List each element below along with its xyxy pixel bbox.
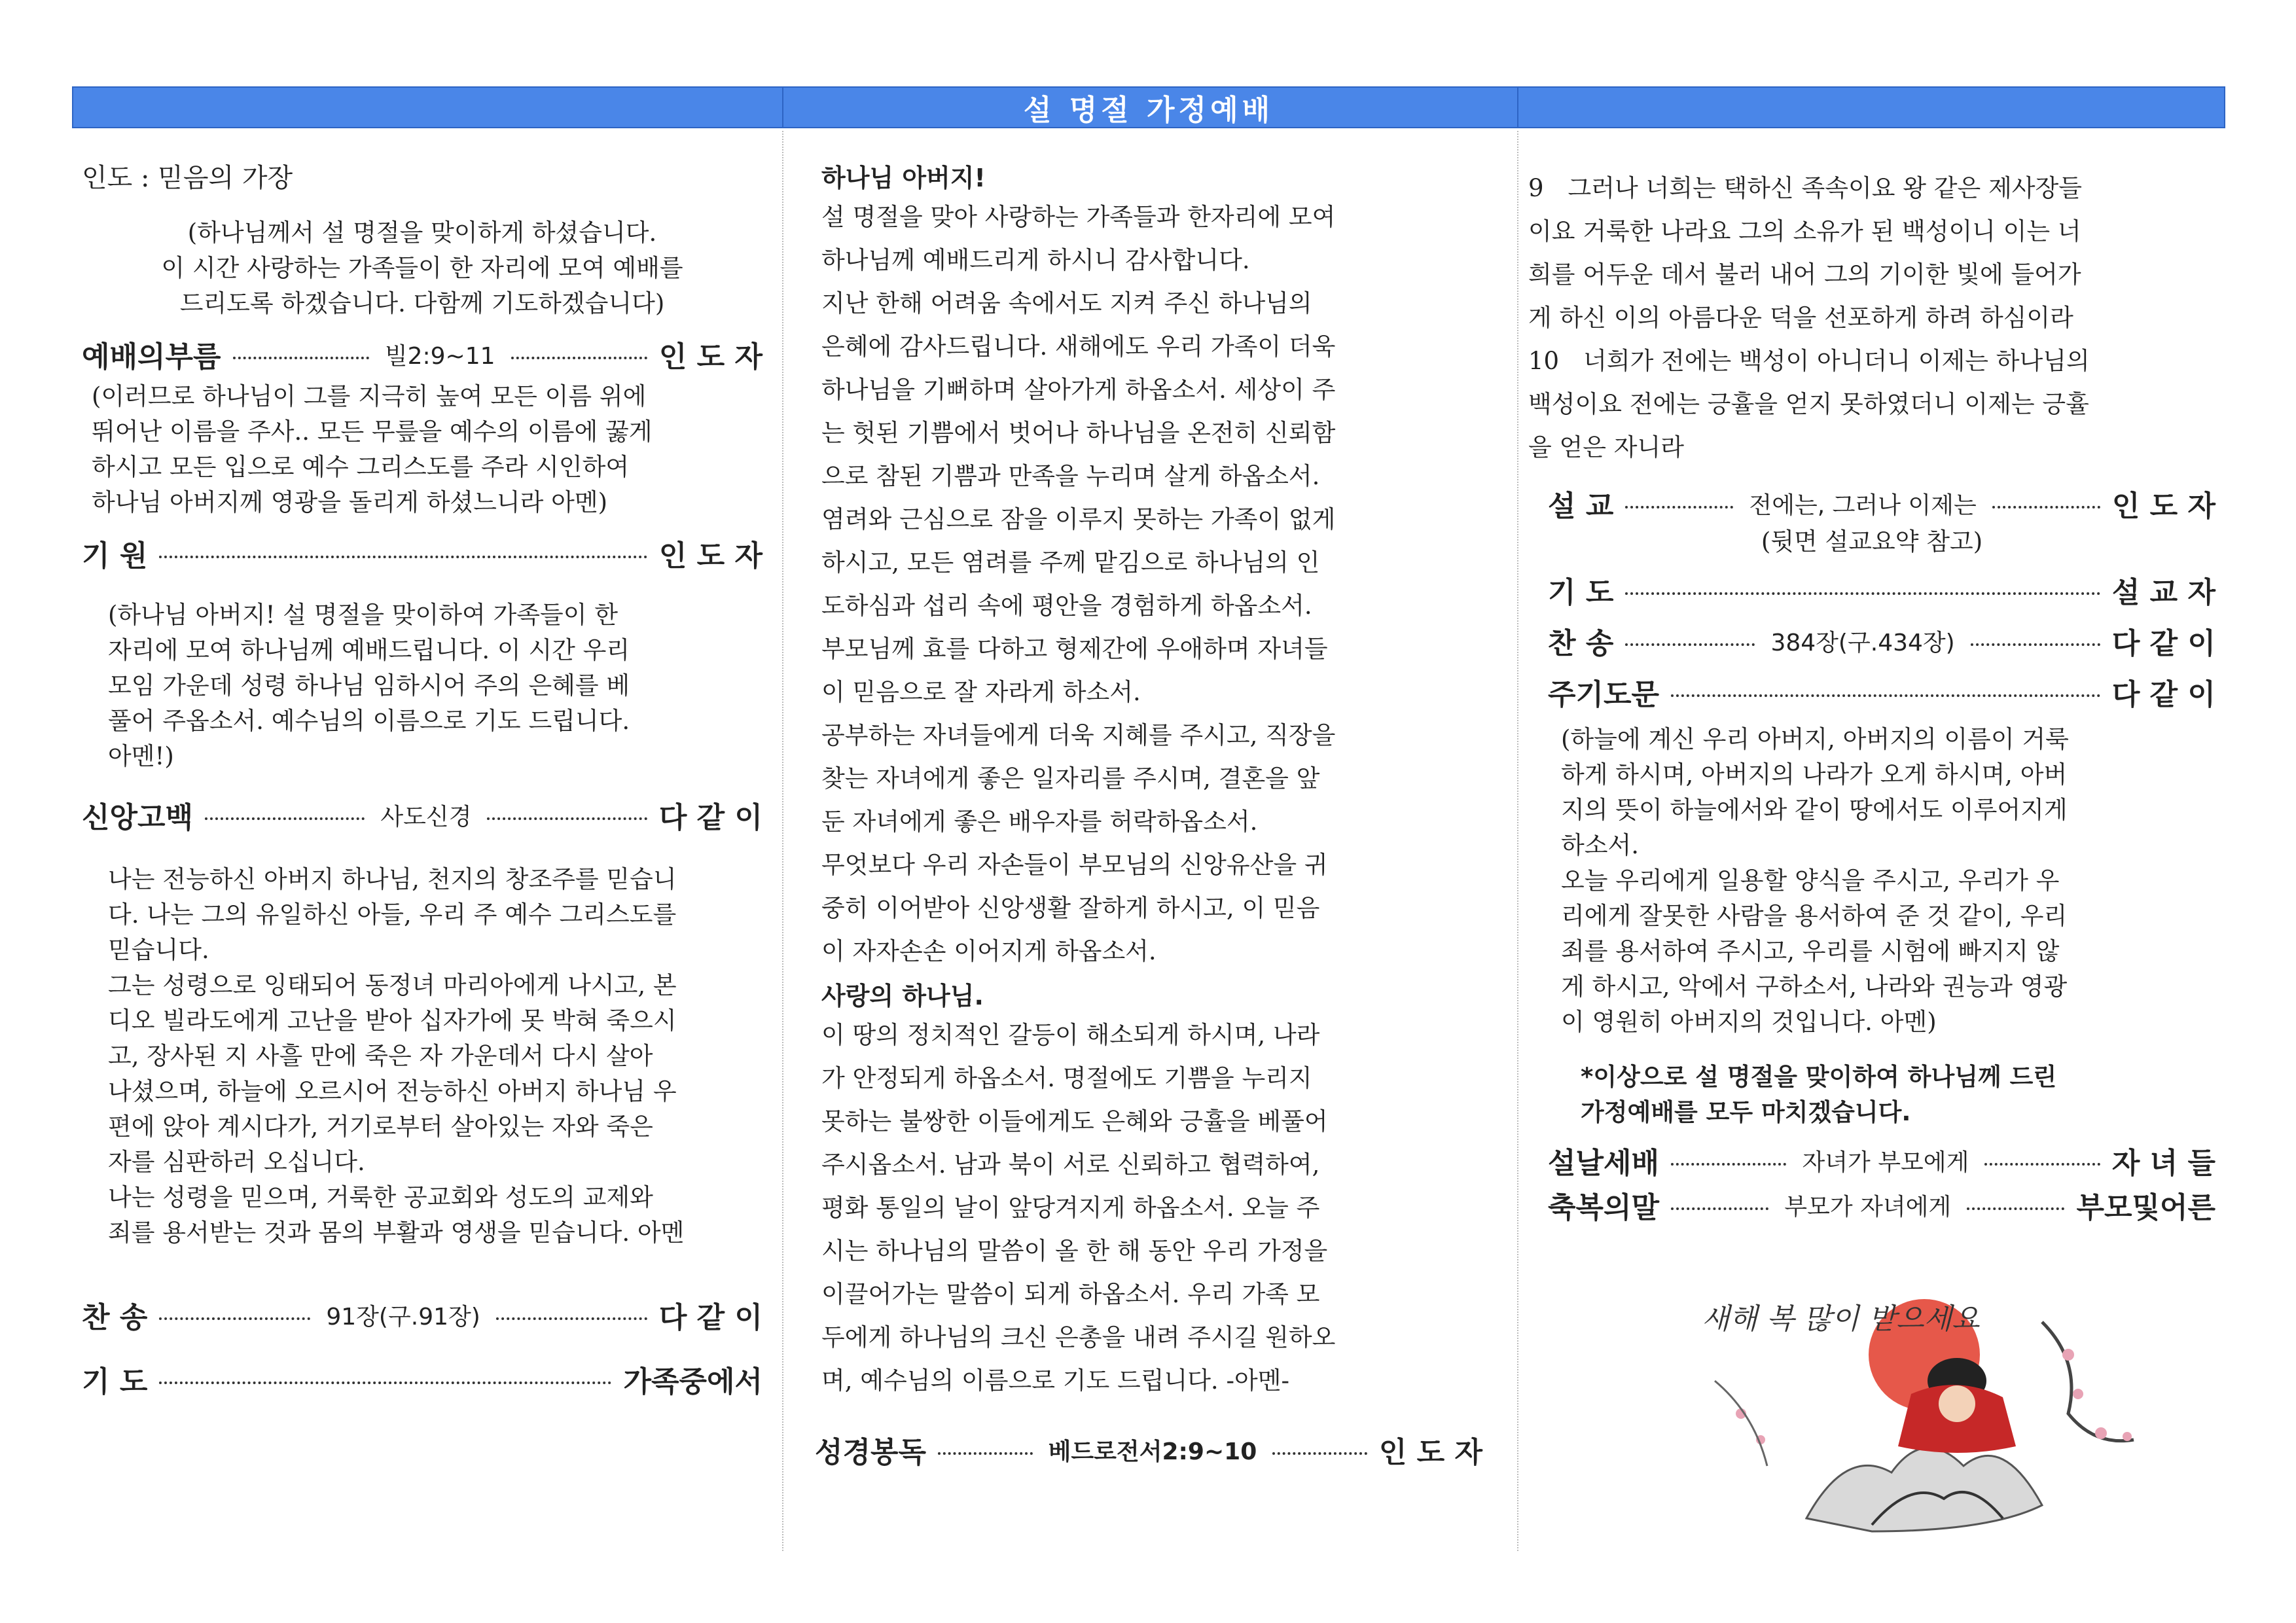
column-right xyxy=(1528,167,2222,1226)
column-divider xyxy=(1517,131,1518,1551)
mountain-icon xyxy=(1806,1448,2042,1531)
item-label: 기 도 xyxy=(82,1365,148,1399)
item-role: 인 도 자 xyxy=(658,340,762,374)
item-reference: 384장(구.434장) xyxy=(1767,624,1958,658)
blossom-icon xyxy=(2062,1349,2074,1361)
item-reference: 전에는, 그러나 이제는 xyxy=(1745,487,1980,520)
item-role: 다 같 이 xyxy=(2111,627,2215,660)
order-creed xyxy=(82,794,762,836)
intro-title: 인도 : 믿음의 가장 xyxy=(82,163,293,193)
banner-divider xyxy=(1517,86,1518,128)
leader-dots xyxy=(511,357,647,359)
header-banner xyxy=(72,86,2225,128)
new-year-greeting-illustration xyxy=(1676,1283,2173,1538)
item-role: 가족중에서 xyxy=(623,1365,762,1399)
creed-text: 나는 전능하신 아버지 하나님, 천지의 창조주를 믿습니 다. 나는 그의 유일하신 아들, 우리 주 예수 그리스도를 믿습니다. 그는 성령으로 잉태되어 동정녀 마리아에게 나시고, 본 디오 빌라도에게 고난을 받아 십자가에 못 박혀 죽으시 고, 장사된 지 사흘 만에 죽은 자 가운데서 다시 살아 나셨으며, 하늘에 오르시어 전능하신 아버지 하나님 우 편에 앉아 계시다가, 거기로부터 살아있는 자와 죽은 자를 심판하러 오십니다. 나는 성령을 믿으며, 거룩한 공교회와 성도의 교제와 죄를 용서받는 것과 몸의 부활과 영생을 믿습니다. 아멘 xyxy=(108,865,685,1247)
item-role: 다 같 이 xyxy=(2111,678,2215,711)
item-label: 찬 송 xyxy=(82,1301,148,1334)
order-lords-prayer xyxy=(1528,671,2215,713)
blossom-icon xyxy=(2073,1389,2083,1399)
leader-dots xyxy=(1625,506,1733,508)
item-role: 인 도 자 xyxy=(2111,490,2215,523)
leader-dots xyxy=(1671,1207,1768,1210)
item-role: 자 녀 들 xyxy=(2111,1147,2215,1180)
prayer-text: 설 명절을 맞아 사랑하는 가족들과 한자리에 모여 하나님께 예배드리게 하시니 감사합니다. 지난 한해 어려움 속에서도 지켜 주신 하나님의 은혜에 감사드립니다. 새해에도 우리 가족이 더욱 하나님을 기뻐하며 살아가게 하옵소서. 세상이 주 는 헛된 기쁨에서 벗어나 하나님을 온전히 신뢰함 으로 참된 기쁨과 만족을 누리며 살게 하옵소서. 염려와 근심으로 잠을 이루지 못하는 가족이 없게 하시고, 모든 염려를 주께 맡김으로 하나님의 인 도하심과 섭리 속에 평안을 경험하게 하옵소서. 부모님께 효를 다하고 형제간에 우애하며 자녀들 이 믿음으로 잘 자라게 하소서. 공부하는 자녀들에게 더욱 지혜를 주시고, 직장을 찾는 자녀에게 좋은 일자리를 주시며, 결혼을 앞 둔 자녀에게 좋은 배우자를 허락하옵소서. 무엇보다 우리 자손들이 부모님의 신앙유산을 귀 중히 이어받아 신앙생활 잘하게 하시고, 이 믿음 이 자자손손 이어지게 하옵소서. xyxy=(821,203,1336,965)
item-label: 기 원 xyxy=(82,539,148,573)
item-reference: 베드로전서2:9~10 xyxy=(1045,1433,1261,1467)
item-label: 찬 송 xyxy=(1548,627,1614,660)
closing-note: *이상으로 설 명절을 맞이하여 하나님께 드린 가정예배를 모두 마치겠습니다. xyxy=(1581,1063,2057,1126)
prayer-heading: 사랑의 하나님. xyxy=(821,982,984,1010)
scripture-text: 9 그러나 너희는 택하신 족속이요 왕 같은 제사장들 이요 거룩한 나라요 그의 소유가 된 백성이니 이는 너 희를 어두운 데서 불러 내어 그의 기이한 빛에 들어가 게 하신 이의 아름다운 덕을 선포하게 하려 하심이라 10 너희가 전에는 백성이 아니더니 이제는 하나님의 백성이요 전에는 긍휼을 얻지 못하였더니 이제는 긍휼 을 얻은 자니라 xyxy=(1528,174,2090,461)
sermon-note: (뒷면 설교요약 참고) xyxy=(1761,527,1983,556)
order-blessing xyxy=(1528,1184,2215,1226)
order-new-year-bow xyxy=(1528,1139,2215,1181)
greeting-caption: 새해 복 많이 받으세요 xyxy=(1702,1302,1980,1336)
order-prayer xyxy=(1528,569,2215,611)
leader-dots xyxy=(1625,592,2100,595)
blossom-icon xyxy=(2095,1427,2107,1439)
item-reference: 부모가 자녀에게 xyxy=(1780,1188,1955,1222)
leader-dots xyxy=(159,556,647,558)
item-label: 주기도문 xyxy=(1548,678,1660,711)
order-hymn xyxy=(82,1294,762,1336)
order-invocation xyxy=(82,532,762,574)
leader-dots xyxy=(1992,506,2100,508)
leader-dots xyxy=(233,357,369,359)
column-left xyxy=(82,160,762,1400)
leader-dots xyxy=(1967,1207,2064,1210)
column-divider xyxy=(782,131,783,1551)
blossom-icon xyxy=(2123,1432,2132,1441)
item-reference: 빌2:9~11 xyxy=(381,338,499,371)
page-title: 설 명절 가정예배 xyxy=(1023,94,1274,127)
item-label: 예배의부름 xyxy=(82,340,221,374)
order-scripture-reading xyxy=(815,1429,1482,1471)
item-reference: 91장(구.91장) xyxy=(322,1298,484,1332)
order-call-to-worship xyxy=(82,333,762,375)
lords-prayer-text: (하늘에 계신 우리 아버지, 아버지의 이름이 거룩 하게 하시며, 아버지의 나라가 오게 하시며, 아버 지의 뜻이 하늘에서와 같이 땅에서도 이루어지게 하소서. 오늘 우리에게 일용할 양식을 주시고, 우리가 우 리에게 잘못한 사람을 용서하여 준 것 같이, 우리 죄를 용서하여 주시고, 우리를 시험에 빠지지 않 게 하시고, 악에서 구하소서, 나라와 권능과 영광 이 영원히 아버지의 것입니다. 아멘) xyxy=(1561,725,2069,1036)
item-role: 다 같 이 xyxy=(658,801,762,834)
leader-dots xyxy=(159,1382,611,1384)
column-middle xyxy=(815,160,1482,1471)
leader-dots xyxy=(1625,643,1755,646)
leader-dots xyxy=(487,817,647,820)
item-label: 설날세배 xyxy=(1548,1147,1660,1180)
item-label: 축복의말 xyxy=(1548,1191,1660,1224)
item-reference: 자녀가 부모에게 xyxy=(1798,1144,1973,1177)
leader-dots xyxy=(938,1452,1033,1455)
branch-icon xyxy=(2042,1322,2134,1441)
banner-divider xyxy=(782,86,783,128)
item-role: 부모및어른 xyxy=(2076,1191,2215,1224)
branch-icon xyxy=(1715,1381,1767,1466)
prayer-heading: 하나님 아버지! xyxy=(821,164,986,192)
item-label: 신앙고백 xyxy=(82,801,194,834)
leader-dots xyxy=(1671,1163,1786,1166)
item-label: 기 도 xyxy=(1548,576,1614,609)
item-role: 다 같 이 xyxy=(658,1301,762,1334)
item-role: 인 도 자 xyxy=(658,539,762,573)
leader-dots xyxy=(159,1317,310,1320)
prayer-text: 이 땅의 정치적인 갈등이 해소되게 하시며, 나라 가 안정되게 하옵소서. 명절에도 기쁨을 누리지 못하는 불쌍한 이들에게도 은혜와 긍휼을 베풀어 주시옵소서. 남과 북이 서로 신뢰하고 협력하여, 평화 통일의 날이 앞당겨지게 하옵소서. 오늘 주 시는 하나님의 말씀이 올 한 해 동안 우리 가정을 이끌어가는 말씀이 되게 하옵소서. 우리 가족 모 두에게 하나님의 크신 은총을 내려 주시길 원하오 며, 예수님의 이름으로 기도 드립니다. -아멘- xyxy=(821,1021,1336,1395)
leader-dots xyxy=(1971,643,2100,646)
intro-text: (하나님께서 설 명절을 맞이하게 하셨습니다. 이 시간 사랑하는 가족들이 한 자리에 모여 예배를 드리도록 하겠습니다. 다함께 기도하겠습니다) xyxy=(161,219,683,317)
item-role: 인 도 자 xyxy=(1378,1436,1482,1469)
item-reference: 사도신경 xyxy=(376,798,475,832)
invocation-text: (하나님 아버지! 설 명절을 맞이하여 가족들이 한 자리에 모여 하나님께 예배드립니다. 이 시간 우리 모임 가운데 성령 하나님 임하시어 주의 은혜를 베 풀어 주옵소서. 예수님의 이름으로 기도 드립니다. 아멘!) xyxy=(108,601,630,770)
order-sermon xyxy=(1528,482,2215,524)
leader-dots xyxy=(1272,1452,1367,1455)
order-hymn xyxy=(1528,620,2215,662)
figure-face xyxy=(1939,1385,1975,1422)
leader-dots xyxy=(1984,1163,2100,1166)
item-role: 설 교 자 xyxy=(2111,576,2215,609)
leader-dots xyxy=(205,817,365,820)
item-label: 설 교 xyxy=(1548,490,1614,523)
call-text: (이러므로 하나님이 그를 지극히 높여 모든 이름 위에 뛰어난 이름을 주사.. 모든 무릎을 예수의 이름에 꿇게 하시고 모든 입으로 예수 그리스도를 주라 시인하여 하나님 아버지께 영광을 돌리게 하셨느니라 아멘) xyxy=(92,382,653,516)
item-label: 성경봉독 xyxy=(815,1436,927,1469)
leader-dots xyxy=(496,1317,647,1320)
leader-dots xyxy=(1671,694,2100,697)
order-prayer xyxy=(82,1358,762,1400)
